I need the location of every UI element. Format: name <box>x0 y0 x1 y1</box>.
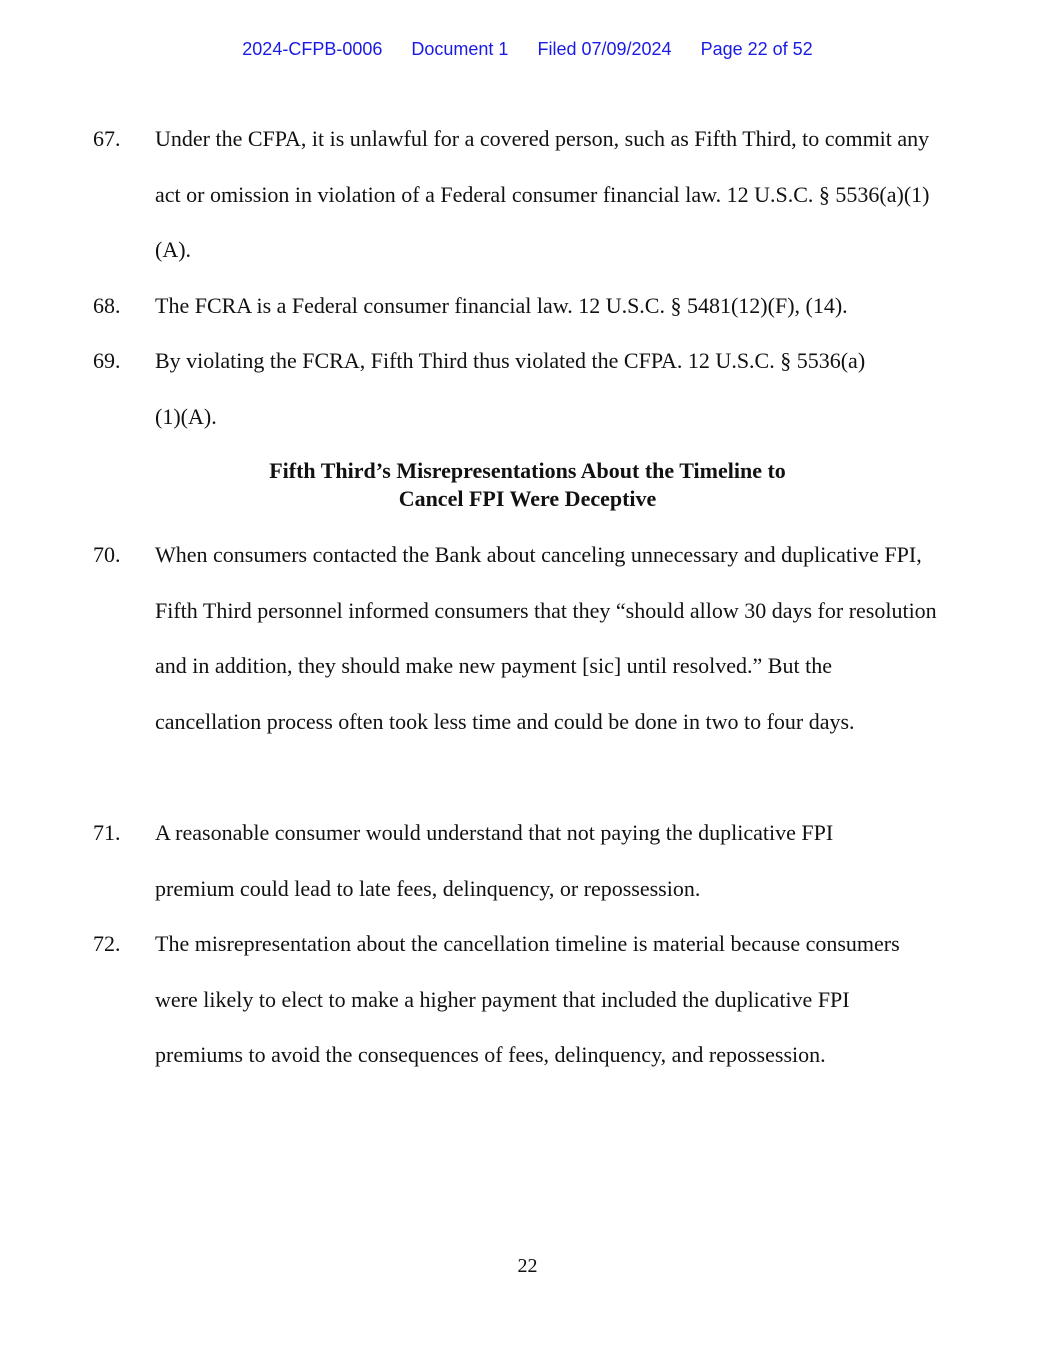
paragraph-text: The misrepresentation about the cancellation timeline is material because consumers were likely to elect to make a higher payment that included the duplicative FPI premiums to avoid the consequences of fees, delinquency, and repossession. <box>155 931 900 1067</box>
paragraph-72 <box>93 916 943 1083</box>
page-number: 22 <box>517 1255 538 1277</box>
paragraph-69 <box>93 333 943 444</box>
filed-date: Filed 07/09/2024 <box>537 39 672 59</box>
docket-number: 2024-CFPB-0006 <box>242 39 383 59</box>
section-heading-line-2: Cancel FPI Were Deceptive <box>398 486 657 511</box>
paragraph-text: When consumers contacted the Bank about canceling unnecessary and duplicative FPI, Fifth Third personnel informed consumers that they “should allow 30 days for resolution and in addition, they should make new payment [sic] until resolved.” But the cancellation process often took less time and could be done in two to four days. <box>155 542 937 734</box>
paragraph-number: 68. <box>93 293 121 318</box>
paragraph-70 <box>93 527 943 749</box>
paragraph-number: 67. <box>93 126 121 151</box>
paragraph-71 <box>93 805 943 916</box>
filing-header <box>0 39 1055 60</box>
section-heading <box>0 457 1055 513</box>
paragraph-text: The FCRA is a Federal consumer financial law. 12 U.S.C. § 5481(12)(F), (14). <box>155 293 848 318</box>
document-number: Document 1 <box>411 39 509 59</box>
paragraph-67 <box>93 111 943 278</box>
section-heading-line-1: Fifth Third’s Misrepresentations About the Timeline to <box>269 458 786 483</box>
paragraph-68 <box>93 278 943 334</box>
paragraph-number: 71. <box>93 820 121 845</box>
paragraph-number: 70. <box>93 542 121 567</box>
paragraph-text: Under the CFPA, it is unlawful for a covered person, such as Fifth Third, to commit any act or omission in violation of a Federal consumer financial law. 12 U.S.C. § 5536(a)(1)(A). <box>155 126 930 262</box>
paragraph-number: 72. <box>93 931 121 956</box>
paragraph-number: 69. <box>93 348 121 373</box>
paragraph-text: A reasonable consumer would understand that not paying the duplicative FPI premium could lead to late fees, delinquency, or repossession. <box>155 820 834 901</box>
page-count: Page 22 of 52 <box>700 39 813 59</box>
paragraph-text: By violating the FCRA, Fifth Third thus violated the CFPA. 12 U.S.C. § 5536(a)(1)(A). <box>155 348 866 429</box>
